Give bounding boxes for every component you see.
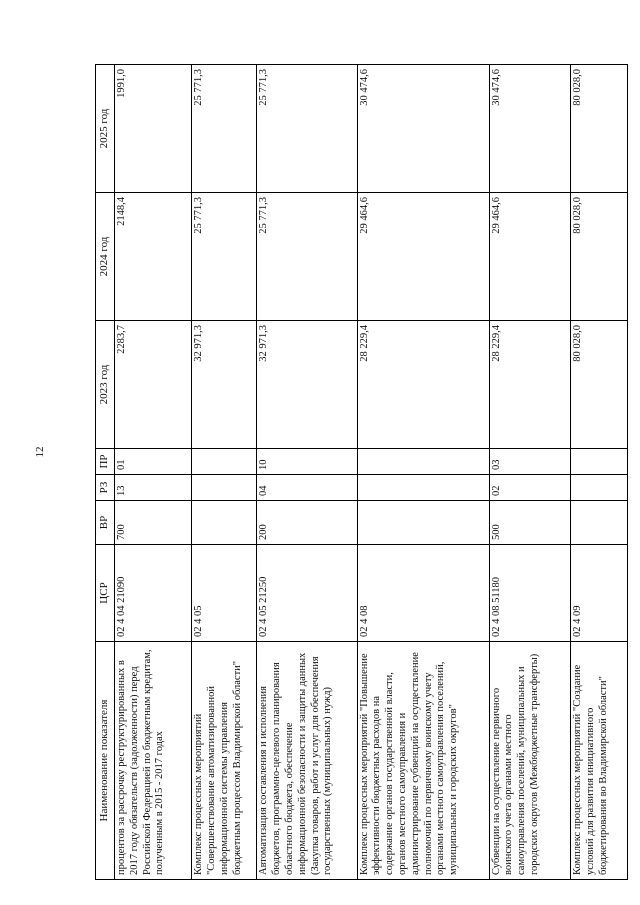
header-csr: ЦСР: [96, 545, 115, 642]
header-vr: ВР: [96, 501, 115, 545]
row-vr: 500: [489, 501, 571, 545]
header-pr: ПР: [96, 449, 115, 475]
row-2023: 32 971,3: [192, 321, 257, 449]
row-2025: 30 474,6: [357, 65, 489, 193]
row-name: Комплекс процессных мероприятий "Совершенствование автоматизированной информационной системы управления бюджетным процессом Владимирской области": [192, 642, 257, 880]
row-pr: [571, 449, 628, 475]
row-2025: 25 771,3: [192, 65, 257, 193]
row-2023: 80 028,0: [571, 321, 628, 449]
table-row: [115, 65, 192, 880]
row-name: процентов за рассрочку реструктурированных в 2017 году обязательств (задолженности) перед Российской Федерацией по бюджетным кредитам, полученным в 2015 - 2017 годах: [115, 642, 192, 880]
row-rz: [357, 475, 489, 501]
header-name: Наименование показателя: [96, 642, 115, 880]
row-2024: 2148,4: [115, 193, 192, 321]
row-csr: 02 4 08: [357, 545, 489, 642]
table-row: [489, 65, 571, 880]
row-2023: 28 229,4: [357, 321, 489, 449]
row-name: Комплекс процессных мероприятий "Создание условий для развития инициативного бюджетирования во Владимирской области": [571, 642, 628, 880]
budget-table: [95, 64, 628, 880]
page-number: 12: [34, 446, 46, 458]
row-vr: 200: [257, 501, 357, 545]
header-rz: РЗ: [96, 475, 115, 501]
row-2023: 32 971,3: [257, 321, 357, 449]
row-rz: 13: [115, 475, 192, 501]
row-2024: 80 028,0: [571, 193, 628, 321]
row-rz: 02: [489, 475, 571, 501]
row-2025: 1991,0: [115, 65, 192, 193]
row-name: Автоматизация составления и исполнения бюджетов, программно-целевого планирования областного бюджета, обеспечение информационной безопасности и защиты данных (Закупка товаров, работ и услуг для обеспечения государственных (муниципальных) нужд): [257, 642, 357, 880]
row-pr: [357, 449, 489, 475]
row-2025: 25 771,3: [257, 65, 357, 193]
row-name: Комплекс процессных мероприятий "Повышение эффективности бюджетных расходов на содержание органов государственной власти, органов местного самоуправления и администрирование субвенций на осуществление полномочий по первичному воинскому учету органами местного самоуправления поселений, муниципальных и городских округов": [357, 642, 489, 880]
row-csr: 02 4 09: [571, 545, 628, 642]
table-row: [571, 65, 628, 880]
row-rz: [571, 475, 628, 501]
row-pr: 01: [115, 449, 192, 475]
row-csr: 02 4 08 51180: [489, 545, 571, 642]
row-name: Субвенции на осуществление первичного воинского учета органами местного самоуправления поселений, муниципальных и городских округов (Межбюджетные трансферты): [489, 642, 571, 880]
row-pr: 03: [489, 449, 571, 475]
row-rz: 04: [257, 475, 357, 501]
row-vr: [571, 501, 628, 545]
row-vr: [357, 501, 489, 545]
row-rz: [192, 475, 257, 501]
row-pr: 10: [257, 449, 357, 475]
table-row: [192, 65, 257, 880]
row-2023: 2283,7: [115, 321, 192, 449]
row-2025: 30 474,6: [489, 65, 571, 193]
row-vr: [192, 501, 257, 545]
row-2023: 28 229,4: [489, 321, 571, 449]
row-pr: [192, 449, 257, 475]
row-2025: 80 028,0: [571, 65, 628, 193]
table-row: [257, 65, 357, 880]
header-2024: 2024 год: [96, 193, 115, 321]
row-2024: 25 771,3: [257, 193, 357, 321]
table-row: [357, 65, 489, 880]
row-csr: 02 4 04 21090: [115, 545, 192, 642]
row-2024: 29 464,6: [489, 193, 571, 321]
header-2025: 2025 год: [96, 65, 115, 193]
table-header-row: [96, 65, 115, 880]
rotated-table-container: [95, 65, 628, 880]
row-csr: 02 4 05: [192, 545, 257, 642]
row-csr: 02 4 05 21250: [257, 545, 357, 642]
header-2023: 2023 год: [96, 321, 115, 449]
row-2024: 29 464,6: [357, 193, 489, 321]
row-vr: 700: [115, 501, 192, 545]
row-2024: 25 771,3: [192, 193, 257, 321]
